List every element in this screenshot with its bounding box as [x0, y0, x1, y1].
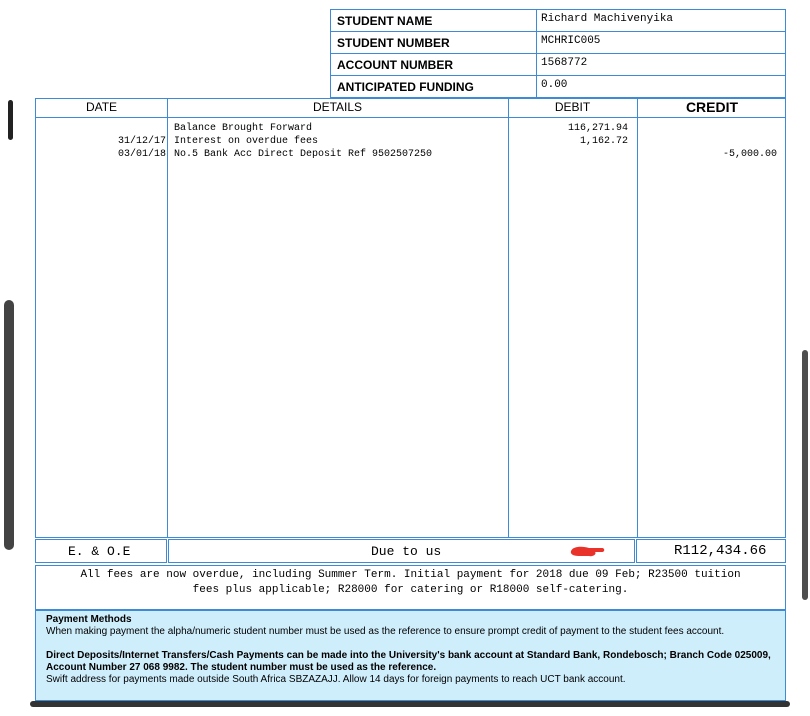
payment-reference-note: When making payment the alpha/numeric student number must be used as the reference to ensure prompt credit of payment to the student fees account. — [46, 626, 725, 637]
info-row-student-number — [331, 32, 785, 54]
debit-column — [510, 122, 628, 161]
payment-swift-note: Swift address for payments made outside South Africa SBZAZAJJ. Allow 14 days for foreign payments to reach UCT bank account. — [46, 674, 626, 685]
debit-cell: 1,162.72 — [579, 136, 628, 147]
details-column — [174, 122, 432, 161]
anticipated-funding-label: ANTICIPATED FUNDING — [337, 80, 474, 94]
credit-cell — [639, 122, 777, 135]
header-date: DATE — [85, 100, 118, 114]
details-cell: No.5 Bank Acc Direct Deposit Ref 9502507250 — [174, 149, 433, 160]
ledger-header — [36, 99, 785, 118]
amount-box — [636, 539, 786, 563]
pointing-hand-icon — [569, 544, 605, 558]
date-cell: 03/01/18 — [117, 149, 166, 160]
account-number-label: ACCOUNT NUMBER — [337, 58, 453, 72]
student-name-label: STUDENT NAME — [337, 14, 433, 28]
scan-edge-right — [802, 350, 808, 600]
due-label: Due to us — [371, 544, 442, 559]
ledger-table — [35, 98, 786, 538]
overdue-note — [35, 565, 786, 610]
eoe-text: E. & O.E — [68, 544, 131, 559]
date-cell: 31/12/17 — [117, 136, 166, 147]
info-row-anticipated-funding — [331, 76, 785, 98]
details-cell: Balance Brought Forward — [174, 123, 313, 134]
payment-title: Payment Methods — [46, 614, 132, 625]
debit-cell — [510, 148, 628, 161]
debit-cell: 116,271.94 — [567, 123, 628, 134]
overdue-note-line2: fees plus applicable; R28000 for catering or R18000 self-catering. — [192, 584, 629, 596]
date-cell — [36, 122, 166, 135]
student-number-label: STUDENT NUMBER — [337, 36, 450, 50]
credit-column — [639, 122, 777, 161]
due-box — [168, 539, 635, 563]
payment-bank-details: Direct Deposits/Internet Transfers/Cash Payments can be made into the University's bank account at Standard Bank, Rondebosch; Branch Code 025009, Account Number 27 068 9982. The student number must be used as the reference. — [46, 650, 771, 673]
student-name-value: Richard Machivenyika — [541, 13, 674, 25]
credit-cell — [639, 135, 777, 148]
header-details: DETAILS — [312, 100, 363, 114]
scan-edge-bottom — [30, 701, 790, 707]
overdue-note-line1: All fees are now overdue, including Summer Term. Initial payment for 2018 due 09 Feb; R23500 tuition — [80, 569, 741, 581]
column-divider-date — [167, 99, 168, 537]
account-number-value: 1568772 — [541, 57, 588, 69]
payment-methods — [35, 610, 786, 701]
header-credit: CREDIT — [685, 99, 739, 115]
date-column — [36, 122, 166, 161]
column-divider-debit — [637, 99, 638, 537]
scan-edge-left — [4, 300, 14, 550]
credit-cell: -5,000.00 — [722, 149, 777, 160]
info-row-account-number — [331, 54, 785, 76]
details-cell: Interest on overdue fees — [174, 136, 319, 147]
info-row-student-name — [331, 10, 785, 32]
student-info-table — [330, 9, 786, 98]
anticipated-funding-value: 0.00 — [541, 79, 568, 91]
scan-edge-left-top — [8, 100, 13, 140]
eoe-box — [35, 539, 167, 563]
column-divider-details — [508, 99, 509, 537]
header-debit: DEBIT — [554, 100, 591, 114]
student-number-value: MCHRIC005 — [541, 35, 601, 47]
amount-due: R112,434.66 — [674, 543, 767, 559]
totals-row — [35, 539, 786, 563]
